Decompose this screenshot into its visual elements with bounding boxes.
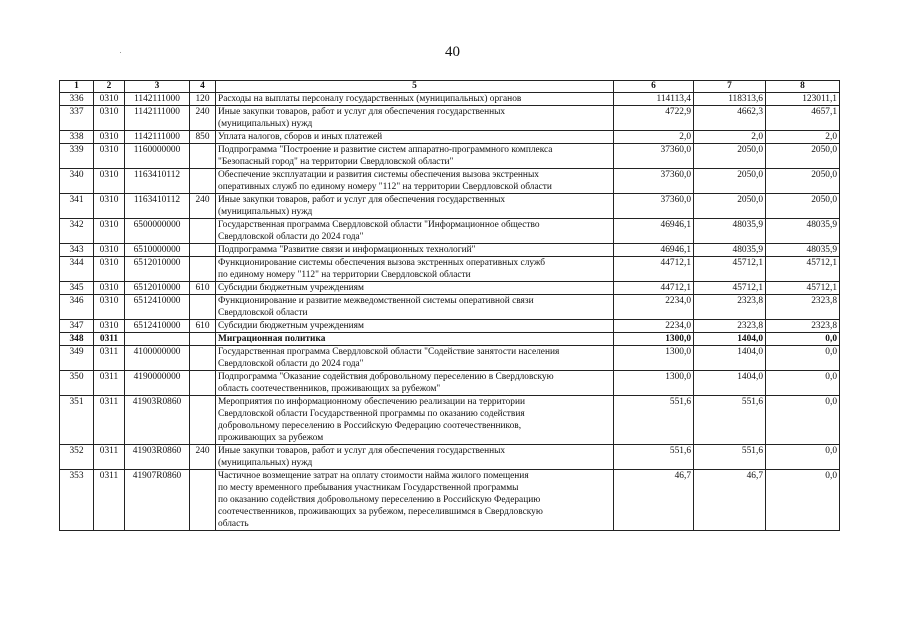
amount-col8-cell: 48035,9 [766,244,840,257]
col-header-8: 8 [766,81,840,93]
amount-col7-cell: 2050,0 [694,169,766,194]
row-number-cell: 352 [60,445,94,470]
amount-col8-cell: 0,0 [766,371,840,396]
expense-type-cell [190,346,216,371]
row-number-cell: 336 [60,93,94,106]
table-row [60,282,840,295]
row-number-cell: 347 [60,320,94,333]
amount-col8-cell: 0,0 [766,445,840,470]
item-name-cell: Подпрограмма "Построение и развитие систем аппаратно-программного комплекса "Безопасный город" на территории Свердловской области" [216,144,614,169]
target-article-cell: 41903R0860 [125,445,190,470]
col-header-2: 2 [94,81,125,93]
amount-col8-cell: 45712,1 [766,282,840,295]
amount-col6-cell: 2234,0 [614,295,694,320]
amount-col6-cell: 4722,9 [614,106,694,131]
col-header-3: 3 [125,81,190,93]
item-name-cell: Государственная программа Свердловской области "Информационное общество Свердловской области до 2024 года" [216,219,614,244]
row-number-cell: 353 [60,470,94,531]
item-name-cell: Иные закупки товаров, работ и услуг для обеспечения государственных (муниципальных) нужд [216,106,614,131]
item-name-cell: Субсидии бюджетным учреждениям [216,320,614,333]
row-number-cell: 339 [60,144,94,169]
table-row [60,194,840,219]
table-row [60,470,840,531]
row-number-cell: 342 [60,219,94,244]
table-row [60,106,840,131]
amount-col7-cell: 45712,1 [694,282,766,295]
section-code-cell: 0311 [94,346,125,371]
row-number-cell: 344 [60,257,94,282]
col-header-1: 1 [60,81,94,93]
target-article-cell [125,333,190,346]
amount-col6-cell: 1300,0 [614,371,694,396]
item-name-cell: Субсидии бюджетным учреждениям [216,282,614,295]
target-article-cell: 1163410112 [125,194,190,219]
expense-type-cell [190,169,216,194]
section-code-cell: 0310 [94,194,125,219]
amount-col6-cell: 37360,0 [614,144,694,169]
budget-table [59,80,840,531]
expense-type-cell [190,144,216,169]
section-code-cell: 0310 [94,282,125,295]
expense-type-cell: 240 [190,106,216,131]
expense-type-cell [190,333,216,346]
amount-col8-cell: 2050,0 [766,194,840,219]
target-article-cell: 6512410000 [125,295,190,320]
item-name-cell: Обеспечение эксплуатации и развития системы обеспечения вызова экстренных оперативных служб по единому номеру "112" на территории Свердловской области [216,169,614,194]
target-article-cell: 1142111000 [125,131,190,144]
amount-col6-cell: 551,6 [614,396,694,445]
col-header-6: 6 [614,81,694,93]
expense-type-cell [190,470,216,531]
row-number-cell: 351 [60,396,94,445]
amount-col6-cell: 551,6 [614,445,694,470]
row-number-cell: 349 [60,346,94,371]
expense-type-cell: 610 [190,320,216,333]
amount-col8-cell: 48035,9 [766,219,840,244]
amount-col7-cell: 1404,0 [694,346,766,371]
section-code-cell: 0311 [94,396,125,445]
row-number-cell: 348 [60,333,94,346]
row-number-cell: 350 [60,371,94,396]
table-row [60,219,840,244]
section-code-cell: 0310 [94,244,125,257]
amount-col8-cell: 123011,1 [766,93,840,106]
target-article-cell: 41903R0860 [125,396,190,445]
row-number-cell: 341 [60,194,94,219]
item-name-cell: Иные закупки товаров, работ и услуг для обеспечения государственных (муниципальных) нужд [216,445,614,470]
target-article-cell: 1142111000 [125,93,190,106]
table-row [60,346,840,371]
row-number-cell: 337 [60,106,94,131]
amount-col7-cell: 2050,0 [694,144,766,169]
amount-col8-cell: 0,0 [766,470,840,531]
table-body [60,93,840,531]
target-article-cell: 1142111000 [125,106,190,131]
amount-col7-cell: 45712,1 [694,257,766,282]
section-code-cell: 0310 [94,93,125,106]
target-article-cell: 1163410112 [125,169,190,194]
target-article-cell: 1160000000 [125,144,190,169]
section-code-cell: 0311 [94,445,125,470]
amount-col8-cell: 2323,8 [766,295,840,320]
amount-col8-cell: 0,0 [766,346,840,371]
item-name-cell: Подпрограмма "Оказание содействия добровольному переселению в Свердловскую область соотечественников, проживающих за рубежом" [216,371,614,396]
amount-col6-cell: 37360,0 [614,169,694,194]
target-article-cell: 6512010000 [125,257,190,282]
amount-col8-cell: 2,0 [766,131,840,144]
amount-col7-cell: 48035,9 [694,244,766,257]
amount-col7-cell: 551,6 [694,396,766,445]
amount-col8-cell: 2050,0 [766,144,840,169]
amount-col7-cell: 1404,0 [694,333,766,346]
item-name-cell: Расходы на выплаты персоналу государственных (муниципальных) органов [216,93,614,106]
amount-col7-cell: 551,6 [694,445,766,470]
section-code-cell: 0310 [94,257,125,282]
item-name-cell: Мероприятия по информационному обеспечению реализации на территории Свердловской области Государственной программы по оказанию содействия добровольному переселению в Российскую Федерацию соотечественников, проживающих за рубежом [216,396,614,445]
scan-speck [120,52,121,53]
col-header-5: 5 [216,81,614,93]
item-name-cell: Уплата налогов, сборов и иных платежей [216,131,614,144]
section-code-cell: 0310 [94,320,125,333]
amount-col7-cell: 118313,6 [694,93,766,106]
header-row [60,81,840,93]
expense-type-cell: 240 [190,194,216,219]
amount-col6-cell: 1300,0 [614,333,694,346]
amount-col7-cell: 2050,0 [694,194,766,219]
table-row [60,93,840,106]
section-code-cell: 0310 [94,169,125,194]
target-article-cell: 6512010000 [125,282,190,295]
table-row [60,169,840,194]
amount-col6-cell: 44712,1 [614,257,694,282]
expense-type-cell [190,219,216,244]
section-code-cell: 0310 [94,295,125,320]
expense-type-cell [190,244,216,257]
row-number-cell: 340 [60,169,94,194]
target-article-cell: 4100000000 [125,346,190,371]
amount-col7-cell: 2,0 [694,131,766,144]
table-row [60,131,840,144]
section-code-cell: 0311 [94,470,125,531]
amount-col6-cell: 44712,1 [614,282,694,295]
row-number-cell: 338 [60,131,94,144]
row-number-cell: 345 [60,282,94,295]
table-row [60,295,840,320]
amount-col6-cell: 1300,0 [614,346,694,371]
table-row [60,396,840,445]
expense-type-cell: 120 [190,93,216,106]
expense-type-cell: 240 [190,445,216,470]
target-article-cell: 6512410000 [125,320,190,333]
amount-col7-cell: 46,7 [694,470,766,531]
col-header-7: 7 [694,81,766,93]
table-row [60,320,840,333]
amount-col8-cell: 0,0 [766,396,840,445]
row-number-cell: 346 [60,295,94,320]
amount-col7-cell: 4662,3 [694,106,766,131]
table-row [60,445,840,470]
amount-col7-cell: 2323,8 [694,295,766,320]
target-article-cell: 6510000000 [125,244,190,257]
item-name-cell: Подпрограмма "Развитие связи и информационных технологий" [216,244,614,257]
expense-type-cell: 610 [190,282,216,295]
section-code-cell: 0311 [94,371,125,396]
section-code-cell: 0310 [94,144,125,169]
section-code-cell: 0310 [94,219,125,244]
amount-col6-cell: 2,0 [614,131,694,144]
amount-col8-cell: 4657,1 [766,106,840,131]
amount-col7-cell: 1404,0 [694,371,766,396]
amount-col7-cell: 48035,9 [694,219,766,244]
expense-type-cell [190,295,216,320]
row-number-cell: 343 [60,244,94,257]
amount-col6-cell: 114113,4 [614,93,694,106]
amount-col6-cell: 46946,1 [614,219,694,244]
amount-col6-cell: 46946,1 [614,244,694,257]
table-row [60,371,840,396]
expense-type-cell [190,371,216,396]
target-article-cell: 41907R0860 [125,470,190,531]
table-row [60,244,840,257]
item-name-cell: Государственная программа Свердловской области "Содействие занятости населения Свердловской области до 2024 года" [216,346,614,371]
table-row [60,144,840,169]
target-article-cell: 4190000000 [125,371,190,396]
item-name-cell: Миграционная политика [216,333,614,346]
expense-type-cell [190,257,216,282]
item-name-cell: Частичное возмещение затрат на оплату стоимости найма жилого помещения по месту временного пребывания участникам Государственной программы по оказанию содействия добровольному переселению в Российскую Федерацию соотечественников, проживающих за рубежом, переселившимся в Свердловскую область [216,470,614,531]
amount-col6-cell: 2234,0 [614,320,694,333]
amount-col8-cell: 2050,0 [766,169,840,194]
expense-type-cell [190,396,216,445]
item-name-cell: Функционирование системы обеспечения вызова экстренных оперативных служб по единому номеру "112" на территории Свердловской области [216,257,614,282]
col-header-4: 4 [190,81,216,93]
table-row [60,257,840,282]
expense-type-cell: 850 [190,131,216,144]
amount-col7-cell: 2323,8 [694,320,766,333]
amount-col8-cell: 2323,8 [766,320,840,333]
item-name-cell: Функционирование и развитие межведомственной системы оперативной связи Свердловской области [216,295,614,320]
amount-col8-cell: 0,0 [766,333,840,346]
table-row [60,333,840,346]
amount-col6-cell: 46,7 [614,470,694,531]
section-code-cell: 0310 [94,131,125,144]
target-article-cell: 6500000000 [125,219,190,244]
amount-col6-cell: 37360,0 [614,194,694,219]
section-code-cell: 0311 [94,333,125,346]
amount-col8-cell: 45712,1 [766,257,840,282]
section-code-cell: 0310 [94,106,125,131]
page-number: 40 [445,44,460,60]
item-name-cell: Иные закупки товаров, работ и услуг для обеспечения государственных (муниципальных) нужд [216,194,614,219]
